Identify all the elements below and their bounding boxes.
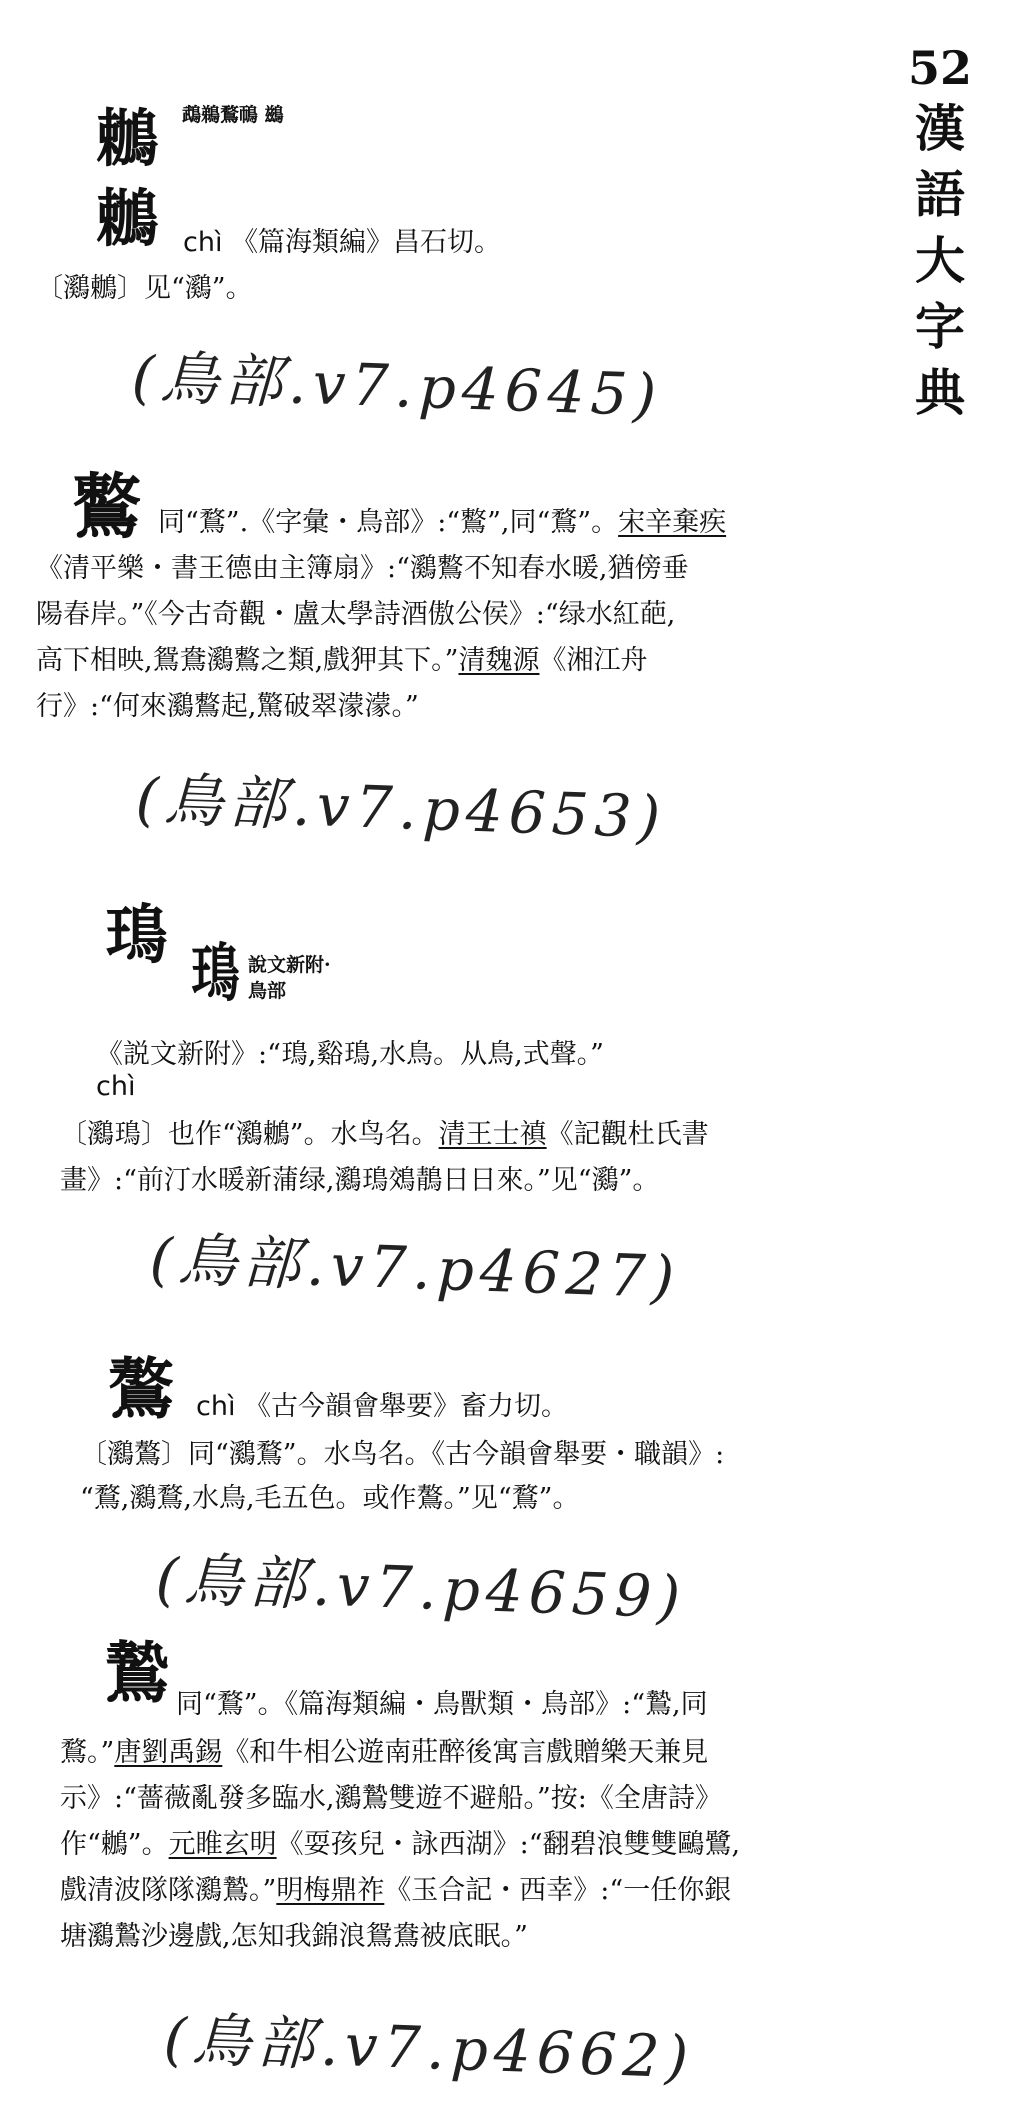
headword: 鷙 bbox=[104, 1634, 170, 1712]
handwritten-reference: (鳥部.v7.p4659) bbox=[154, 1545, 688, 1632]
definition-line: 《清平樂・書王德由主簿扇》:“鸂鷘不知春水暖,猶傍垂 bbox=[36, 553, 689, 584]
title-char: 典 bbox=[915, 363, 965, 422]
variant-forms: 鵡鵜鶩鳾 鷀 bbox=[182, 104, 284, 126]
headword: 鳿 bbox=[104, 898, 168, 973]
definition-line: 示》:“薔薇亂發多臨水,鸂鷙雙遊不避船。”按:《全唐詩》 bbox=[60, 1783, 722, 1814]
title-char: 漢 bbox=[915, 99, 965, 158]
definition-line: 戲清波隊隊鸂鷙。”明梅鼎祚《玉合記・西幸》:“一任你銀 bbox=[60, 1875, 732, 1906]
handwritten-reference: (鳥部.v7.p4627) bbox=[148, 1225, 682, 1312]
definition-line: 塘鸂鷙沙邊戲,怎知我錦浪鴛鴦被底眠。” bbox=[60, 1921, 528, 1952]
headword: 鷘 bbox=[72, 465, 142, 548]
title-char: 字 bbox=[915, 297, 965, 356]
pinyin: chì bbox=[196, 1391, 236, 1422]
definition-source: 《篇海類編》昌石切。 bbox=[231, 227, 502, 258]
definition-line: 《説文新附》:“鳿,谿鳿,水鳥。从鳥,式聲。” bbox=[96, 1039, 604, 1070]
definition-source: 《古今韻會舉要》畜力切。 bbox=[244, 1391, 569, 1422]
dictionary-title bbox=[905, 40, 975, 426]
headword-variant: 鶒 bbox=[96, 102, 159, 175]
title-char: 大 bbox=[915, 231, 965, 290]
handwritten-reference: (鳥部.v7.p4645) bbox=[130, 343, 664, 430]
definition-line: 行》:“何來鸂鷘起,驚破翠濛濛。” bbox=[36, 691, 419, 722]
pinyin: chì bbox=[183, 227, 223, 258]
handwritten-reference: (鳥部.v7.p4653) bbox=[134, 765, 668, 852]
title-char: 語 bbox=[915, 165, 965, 224]
definition-line: 高下相映,鴛鴦鸂鷘之類,戲狎其下。”清魏源《湘江舟 bbox=[36, 645, 648, 676]
headword: 鶒 bbox=[96, 182, 159, 255]
definition-line: 作“鶒”。元睢玄明《耍孩兒・詠西湖》:“翻碧浪雙雙鷗鷺, bbox=[60, 1829, 741, 1860]
definition-line: 同“鶩”。《篇海類編・鳥獸類・鳥部》:“鷙,同 bbox=[176, 1689, 708, 1720]
seal-script-glyph: 鳿 bbox=[190, 935, 240, 1010]
headword: 鷔 bbox=[108, 1350, 174, 1428]
seal-source: 說文新附· bbox=[248, 954, 331, 976]
definition-line: 〔鸂鷔〕同“鸂鶩”。水鸟名。《古今韻會舉要・職韻》: bbox=[80, 1439, 725, 1470]
definition-line: 畫》:“前汀水暖新蒲绿,鸂鳿鵁鶄日日來。”见“鸂”。 bbox=[60, 1165, 660, 1196]
definition-line: 鶩。”唐劉禹錫《和牛相公遊南莊醉後寓言戲贈樂天兼見 bbox=[60, 1737, 709, 1768]
definition-line: 同“鶩”.《字彙・鳥部》:“鷘”,同“鶩”。宋辛棄疾 bbox=[158, 507, 727, 538]
definition-line: 陽春岸。”《今古奇觀・盧太學詩酒傲公侯》:“绿水紅葩, bbox=[36, 599, 676, 630]
definition-line: 〔鸂鳿〕也作“鸂鶒”。水鸟名。清王士禛《記觀杜氏書 bbox=[60, 1119, 709, 1150]
handwritten-reference: (鳥部.v7.p4662) bbox=[162, 2005, 696, 2092]
page-number: 52 bbox=[907, 41, 972, 95]
definition-line: 〔鸂鶒〕见“鸂”。 bbox=[36, 273, 253, 304]
definition-line: “鶩,鸂鶩,水鳥,毛五色。或作鷔。”见“鶩”。 bbox=[80, 1483, 580, 1514]
pinyin: chì bbox=[96, 1071, 136, 1102]
seal-source: 鳥部 bbox=[248, 980, 287, 1002]
